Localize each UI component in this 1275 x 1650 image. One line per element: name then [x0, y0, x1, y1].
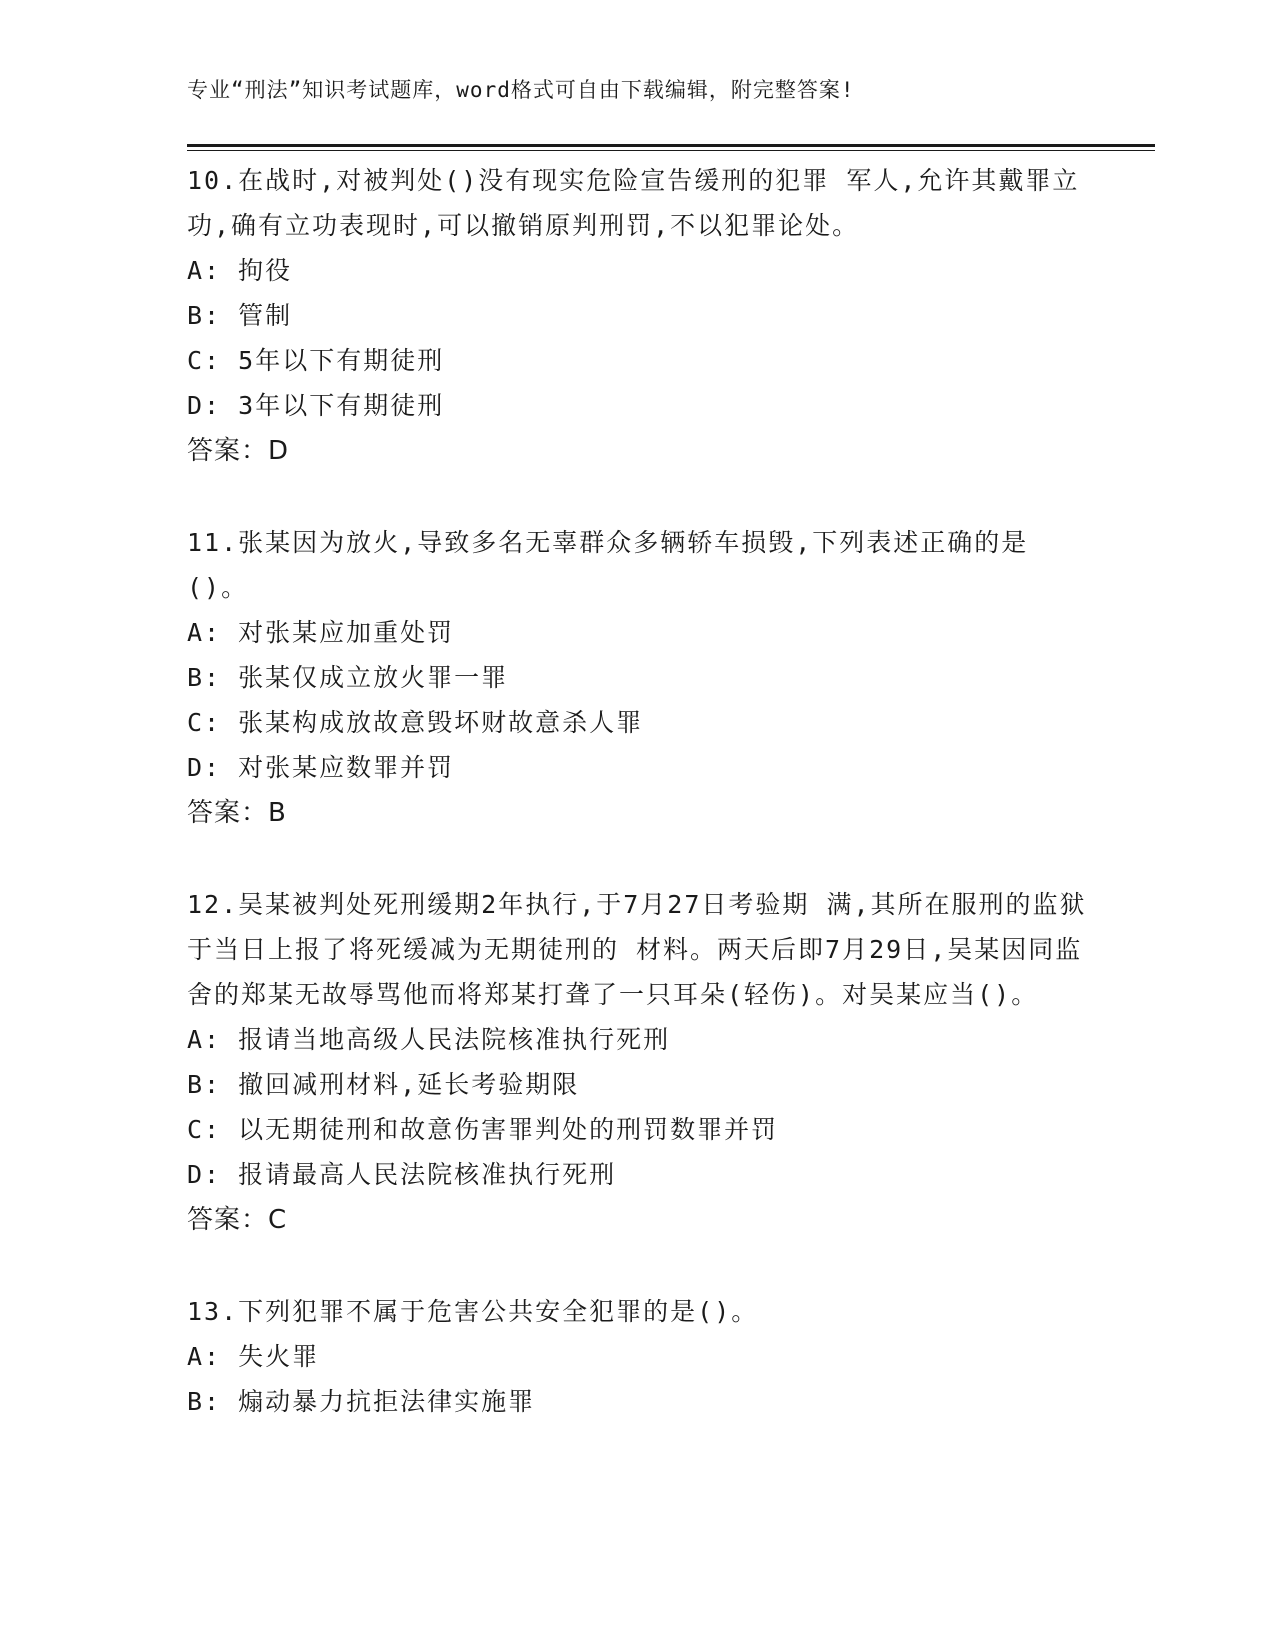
- header-rule-thick: [187, 144, 1155, 147]
- option-d: D: 3年以下有期徒刑: [187, 391, 445, 420]
- question-list: [187, 158, 1087, 1424]
- page-header: 专业“刑法”知识考试题库，word格式可自由下载编辑，附完整答案!: [187, 78, 855, 102]
- option-d: D: 对张某应数罪并罚: [187, 753, 455, 782]
- option-a: A: 拘役: [187, 256, 293, 285]
- question-stem: 12.吴某被判处死刑缓期2年执行,于7月27日考验期 满,其所在服刑的监狱于当日上报了将死缓减为无期徒刑的 材料。两天后即7月29日,吴某因同监舍的郑某无故辱骂他而将郑某打聋了一只耳朵(轻伤)。对吴某应当()。: [187, 890, 1087, 1009]
- question-10: [187, 158, 1087, 474]
- question-12: [187, 882, 1087, 1243]
- question-stem: 13.下列犯罪不属于危害公共安全犯罪的是()。: [187, 1297, 759, 1326]
- option-b: B: 煽动暴力抗拒法律实施罪: [187, 1387, 536, 1416]
- question-13: [187, 1289, 1087, 1424]
- option-b: B: 管制: [187, 301, 293, 330]
- answer-line: 答案：D: [187, 436, 290, 466]
- option-a: A: 对张某应加重处罚: [187, 618, 455, 647]
- option-c: C: 5年以下有期徒刑: [187, 346, 445, 375]
- option-c: C: 张某构成放故意毁坏财故意杀人罪: [187, 708, 644, 737]
- header-rule-thin: [187, 150, 1155, 151]
- option-b: B: 撤回减刑材料,延长考验期限: [187, 1070, 580, 1099]
- option-c: C: 以无期徒刑和故意伤害罪判处的刑罚数罪并罚: [187, 1115, 779, 1144]
- option-d: D: 报请最高人民法院核准执行死刑: [187, 1160, 617, 1189]
- question-stem: 11.张某因为放火,导致多名无辜群众多辆轿车损毁,下列表述正确的是()。: [187, 528, 1029, 602]
- answer-line: 答案：B: [187, 798, 287, 828]
- question-stem: 10.在战时,对被判处()没有现实危险宣告缓刑的犯罪 军人,允许其戴罪立功,确有立功表现时,可以撤销原判刑罚,不以犯罪论处。: [187, 166, 1080, 240]
- option-a: A: 报请当地高级人民法院核准执行死刑: [187, 1025, 671, 1054]
- answer-line: 答案：C: [187, 1205, 288, 1235]
- option-b: B: 张某仅成立放火罪一罪: [187, 663, 509, 692]
- option-a: A: 失火罪: [187, 1342, 320, 1371]
- question-11: [187, 520, 1087, 836]
